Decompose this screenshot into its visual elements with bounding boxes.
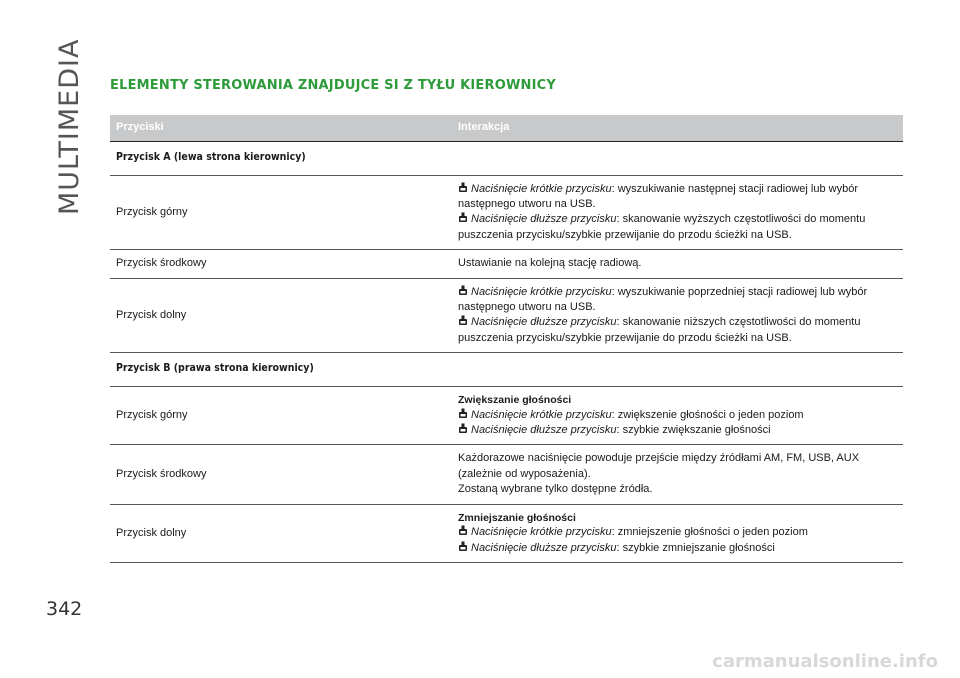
interaction-item [458,285,897,316]
interaction-item [458,182,897,213]
action-label: Naciśnięcie dłuższe przycisku [471,541,617,554]
table-row [110,250,903,278]
interaction-item [458,541,897,556]
button-name: Przycisk dolny [110,504,452,562]
button-name: Przycisk górny [110,175,452,250]
action-label: Naciśnięcie krótkie przycisku [471,408,612,421]
action-label: Naciśnięcie krótkie przycisku [471,182,612,195]
table-row [110,175,903,250]
table-row [110,445,903,504]
page-number: 342 [46,598,83,620]
action-label: Naciśnięcie dłuższe przycisku [471,423,617,436]
interaction-item [458,315,897,346]
group-header-a: Przycisk A (lewa strona kierownicy) [110,142,903,176]
interaction-heading: Zwiększanie głośności [458,393,572,406]
action-description: : zmniejszenie głośności o jeden poziom [611,526,808,539]
interaction-cell [452,386,903,444]
hand-press-icon [458,182,468,193]
hand-press-icon [458,525,468,536]
action-description: : skanowanie niższych częstotliwości do momentu puszczenia przycisku/szybkie przewijanie do przodu ścieżki na USB. [458,316,861,344]
interaction-cell [452,445,903,504]
column-header-interaction: Interakcja [452,115,903,142]
hand-press-icon [458,315,468,326]
action-label: Naciśnięcie dłuższe przycisku [471,316,617,329]
button-name: Przycisk środkowy [110,250,452,278]
table-header-row [110,115,903,142]
table-row [110,278,903,353]
interaction-cell [452,278,903,353]
hand-press-icon [458,541,468,552]
hand-press-icon [458,408,468,419]
hand-press-icon [458,423,468,434]
interaction-text: Ustawianie na kolejną stację radiową. [452,250,903,278]
action-description: : szybkie zmniejszanie głośności [616,541,775,554]
hand-press-icon [458,212,468,223]
interaction-cell [452,504,903,562]
action-description: : zwiększenie głośności o jeden poziom [611,408,804,421]
table-row [110,386,903,444]
interaction-item [458,525,897,540]
table-row [110,504,903,562]
interaction-text: Każdorazowe naciśnięcie powoduje przejście między źródłami AM, FM, USB, AUX (zależnie od wyposażenia). [458,452,860,480]
button-name: Przycisk środkowy [110,445,452,504]
section-side-label: MULTIMEDIA [54,38,85,215]
action-label: Naciśnięcie dłuższe przycisku [471,213,617,226]
hand-press-icon [458,285,468,296]
action-description: : wyszukiwanie poprzedniej stacji radiowej lub wybór następnego utworu na USB. [458,285,868,314]
action-description: : wyszukiwanie następnej stacji radiowej lub wybór następnego utworu na USB. [458,182,859,211]
action-description: : szybkie zwiększanie głośności [616,423,771,436]
watermark: carmanualsonline.info [712,651,938,672]
interaction-cell [452,175,903,250]
controls-table [110,115,903,563]
interaction-item [458,423,897,438]
button-name: Przycisk górny [110,386,452,444]
button-name: Przycisk dolny [110,278,452,353]
interaction-heading: Zmniejszanie głośności [458,511,576,524]
page-title: ELEMENTY STEROWANIA ZNAJDUJCE SI Z TYŁU KIEROWNICY [110,78,556,93]
action-label: Naciśnięcie krótkie przycisku [471,526,612,539]
interaction-item [458,212,897,243]
action-label: Naciśnięcie krótkie przycisku [471,285,612,298]
interaction-item [458,408,897,423]
action-description: : skanowanie wyższych częstotliwości do momentu puszczenia przycisku/szybkie przewijanie do przodu ścieżki na USB. [458,213,866,241]
group-header-b: Przycisk B (prawa strona kierownicy) [110,353,903,387]
column-header-buttons: Przyciski [110,115,452,142]
interaction-text: Zostaną wybrane tylko dostępne źródła. [458,483,653,496]
